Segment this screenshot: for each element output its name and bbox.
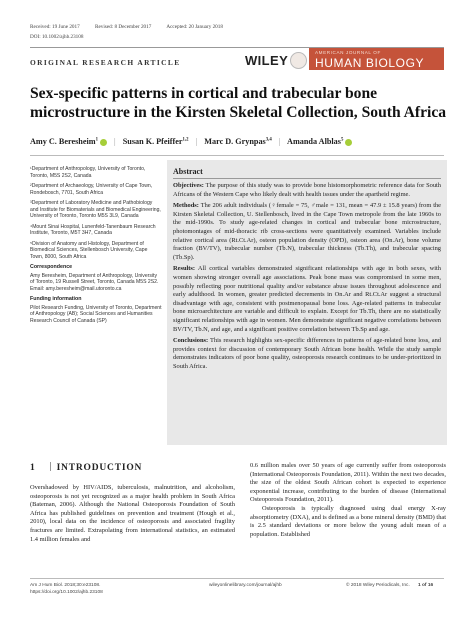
section-title: INTRODUCTION <box>56 463 143 473</box>
author-separator: | <box>114 137 116 146</box>
affiliations-column <box>30 166 162 328</box>
footer-copyright: © 2018 Wiley Periodicals, Inc. <box>346 583 410 588</box>
orcid-icon[interactable] <box>100 139 107 146</box>
abstract-results <box>173 265 441 334</box>
author-affiliation-marker: 1 <box>95 137 98 143</box>
abstract-heading: Abstract <box>173 167 203 176</box>
society-seal-icon <box>290 52 307 69</box>
correspondence-heading: Correspondence <box>30 264 73 270</box>
author-separator: | <box>195 137 198 146</box>
abstract-objectives <box>173 182 441 199</box>
abstract-label: Results: <box>173 265 196 273</box>
author-affiliation-marker: 1,2 <box>182 137 189 143</box>
divider <box>50 462 51 471</box>
affiliation: ³Department of Laboratory Medicine and Pathobiology and Institute for Biomaterials and Biomedical Engineering, University of Toronto, Toronto M5S 3L9, Canada <box>30 200 161 219</box>
author-affiliation-marker: 3,4 <box>265 137 272 143</box>
article-title: Sex-specific patterns in cortical and trabecular bone microstructure in the Kirsten Skeletal Collection, South Africa <box>30 85 447 121</box>
author-name[interactable]: Marc D. Grynpas <box>204 137 266 146</box>
received-date: Received: 19 June 2017 <box>30 24 80 30</box>
article-dates <box>30 24 237 30</box>
affiliation: ⁵Division of Anatomy and Histology, Department of Biomedical Sciences, Stellenbosch University, Cape Town, 8000, South Africa <box>30 240 148 260</box>
abstract-label: Methods: <box>173 202 199 210</box>
author-name[interactable]: Amanda Alblas <box>287 137 341 146</box>
funding-text: Pilot Research Funding, University of Toronto, Department of Anthropology (AB); Social Sciences and Humanities Research Council of Canada (SP) <box>30 304 162 324</box>
revised-date: Revised: 8 December 2017 <box>95 24 152 30</box>
section-number: 1 <box>30 463 36 473</box>
footer-doi-link[interactable]: https://doi.org/10.1002/ajhb.23108 <box>30 590 103 595</box>
author-name[interactable]: Susan K. Pfeiffer <box>122 137 183 146</box>
footer-journal-link[interactable]: wileyonlinelibrary.com/journal/ajhb <box>209 583 282 588</box>
section-heading <box>30 462 142 473</box>
author-affiliation-marker: 5 <box>340 137 344 143</box>
author-separator: | <box>278 137 281 146</box>
abstract-body: The purpose of this study was to provide bone histomorphometric reference data for South Africans of the Western Cape who likely dealt with health issues under the apartheid regime. <box>173 182 442 198</box>
abstract-body: All cortical variables demonstrated significant relationships with age in both sexes, with women showing stronger overall age associations. Peak bone mass was compromised in some men, possibly reflecting poor nutritional quality and/or substance abuse issues throughout adolescence and early adulthood. In women, greater predicted decrements in On.Ar and Rt.Ct.Ar suggest a structural disadvantage with age, consistent with postmenopausal bone loss. Age-related patterns in trabecular bone microarchitecture are variable and difficult to explain. Except for Tb.Th, there are no statistically significant relationships with age in women. Men demonstrate significant negative correlations between BV/TV, Tb.N, and age, and a significant positive correlation between Tb.Sp and age. <box>173 265 441 333</box>
author-list <box>30 137 470 146</box>
abstract-conclusions <box>173 337 441 371</box>
footer-citation: Am J Hum Biol. 2018;30:e23108. <box>30 583 101 588</box>
funding-heading: Funding information <box>30 296 82 302</box>
correspondence-text: Amy Beresheim, Department of Anthropology, University of Toronto, 19 Russell Street, Toronto, Canada M5S 2S2. <box>30 272 159 285</box>
abstract-box <box>167 160 447 445</box>
abstract-text <box>173 182 441 374</box>
divider <box>30 155 444 156</box>
accepted-date: Accepted: 20 January 2018 <box>166 24 223 30</box>
journal-logo <box>309 48 444 70</box>
body-column-left <box>30 484 235 544</box>
page-number: 1 of 16 <box>418 583 434 588</box>
doi[interactable]: DOI: 10.1002/ajhb.23108 <box>30 34 84 40</box>
divider <box>173 178 441 179</box>
abstract-body: This research highlights sex-specific differences in patterns of age-related bone loss, and provides context for discussion of contemporary South African bone health. While the study sample demonstrates indicators of poor bone quality, osteoporosis research continues to be under-prioritized in South Africa. <box>173 337 441 370</box>
body-paragraph: 0.6 million males over 50 years of age currently suffer from osteoporosis (International Osteoporosis Foundation, 2011). Within the next two decades, the size of the oldest South African cohort is expected to experience exponential increase, contributing to the burden of disease (International Osteoporosis Foundation, 2011). <box>250 462 446 504</box>
author-name[interactable]: Amy C. Beresheim <box>30 137 96 146</box>
article-type: ORIGINAL RESEARCH ARTICLE <box>30 58 181 67</box>
abstract-body: The 206 adult individuals (♀female = 75, ♂male = 131, mean = 47.9 ± 15.8 years) from the Kirsten Skeletal Collection, U. Stellenbosch, lived in the Cape Town metropole from the late 1960s to the mid-1990s. To study age-related changes in cortical and trabecular bone microstructure, photomontages of mid-thoracic rib cross-sections were quantitatively examined. Variables include relative cortical area (Rt.Ct.Ar), osteon population density (OPD), osteon area (On.Ar), bone volume fraction (BV/TV), trabecular number (Tb.N), trabecular thickness (Tb.Th), and trabecular spacing (Tb.Sp). <box>173 202 442 261</box>
body-paragraph: Osteoporosis is typically diagnosed using dual energy X-ray absorptiometry (DXA), and is defined as a bone mineral density (BMD) that is 2.5 standard deviations or more below the young adult mean of a population. Established <box>250 504 446 538</box>
abstract-label: Objectives: <box>173 182 204 189</box>
affiliation: ⁴Mount Sinai Hospital, Lunenfeld-Tanenbaum Research Institute, Toronto, M5T 3H7, Canada <box>30 223 156 236</box>
affiliation: ¹Department of Anthropology, University of Toronto, Toronto, M5S 2S2, Canada <box>30 166 146 179</box>
affiliation: ²Department of Archaeology, University of Cape Town, Rondebosch, 7701, South Africa <box>30 183 153 196</box>
abstract-label: Conclusions: <box>173 337 209 345</box>
body-paragraph: Overshadowed by HIV/AIDS, tuberculosis, malnutrition, and alcoholism, osteoporosis is not yet recognized as a major health problem in South Africa (Bateman, 2006). Although the National Osteoporosis Foundation of South Africa has published guidelines on prevention and treatment (Hough et al., 2010), local data on the incidence of osteoporosis and associated fragility fractures are limited. Extrapolating from international statistics, an estimated 1.4 million females and <box>30 484 235 543</box>
abstract-methods <box>173 202 441 262</box>
journal-logo-line2: HUMAN BIOLOGY <box>315 56 425 70</box>
journal-logo-line1: AMERICAN JOURNAL OF <box>315 50 381 55</box>
publisher-logo: WILEY <box>245 53 289 68</box>
body-column-right <box>250 462 446 539</box>
correspondence-email[interactable]: Email: amy.beresheim@mail.utoronto.ca <box>30 285 122 292</box>
divider <box>30 578 444 579</box>
orcid-icon[interactable] <box>345 139 352 146</box>
